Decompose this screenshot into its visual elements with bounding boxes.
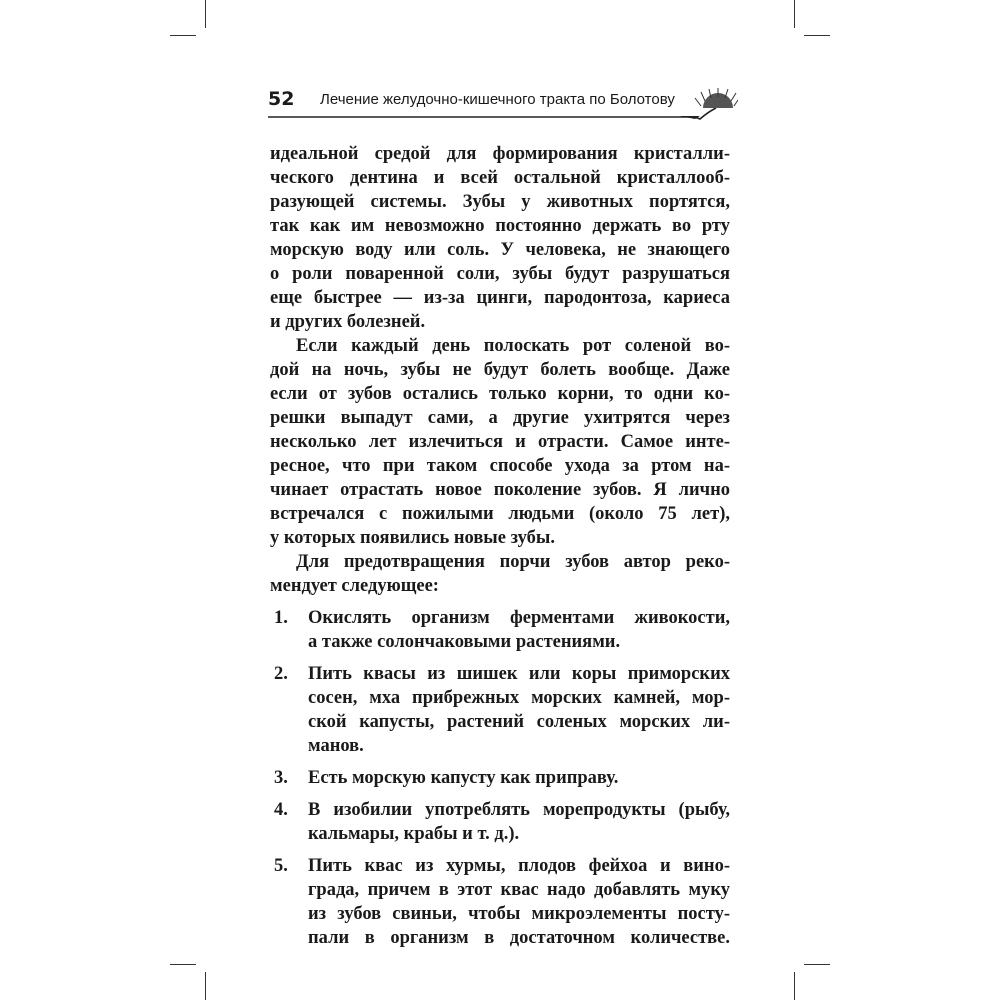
text-line: града, причем в этот квас надо добавлять муку (308, 880, 730, 900)
list-number: 4. (274, 800, 288, 820)
crop-mark (794, 0, 795, 28)
text-line: ской капусты, растений соленых морских ли- (308, 712, 730, 732)
page-body (270, 142, 730, 950)
crop-mark (804, 964, 830, 965)
text-line: Пить квас из хурмы, плодов фейхоа и вино- (308, 856, 730, 876)
text-line: встречался с пожилыми людьми (около 75 лет), (270, 504, 730, 524)
text-line: Если каждый день полоскать рот соленой во- (296, 336, 730, 356)
text-line: у которых появились новые зубы. (270, 528, 555, 548)
crop-mark (205, 972, 206, 1000)
text-line: и других болезней. (270, 312, 426, 332)
crop-mark (170, 964, 196, 965)
text-line: из зубов свиньи, чтобы микроэлементы посту- (308, 904, 730, 924)
crop-mark (794, 972, 795, 1000)
list-number: 5. (274, 856, 288, 876)
list-number: 2. (274, 664, 288, 684)
running-title: Лечение желудочно-кишечного тракта по Болотову (320, 91, 675, 108)
text-line: о роли поваренной соли, зубы будут разрушаться (270, 264, 730, 284)
crop-mark (170, 35, 196, 36)
text-line: так как им невозможно постоянно держать во рту (270, 216, 730, 236)
text-line: несколько лет излечиться и отрасти. Самое инте- (270, 432, 730, 452)
list-item (270, 798, 730, 846)
list-number: 1. (274, 608, 288, 628)
paragraph (270, 334, 730, 550)
text-line: чинает отрастать новое поколение зубов. Я лично (270, 480, 730, 500)
text-line: идеальной средой для формирования кристалли- (270, 144, 730, 164)
crop-mark (205, 0, 206, 28)
list-item (270, 606, 730, 654)
text-line: если от зубов остались только корни, то одни ко- (270, 384, 730, 404)
paragraph (270, 142, 730, 334)
text-line: Пить квасы из шишек или коры приморских (308, 664, 730, 684)
crop-mark (804, 35, 830, 36)
text-line: кальмары, крабы и т. д.). (308, 824, 520, 844)
text-line: разующей системы. Зубы у животных портятся, (270, 192, 730, 212)
text-line: Для предотвращения порчи зубов автор реко- (296, 552, 730, 572)
text-line: решки выпадут сами, а другие ухитрятся через (270, 408, 730, 428)
text-line: еще быстрее — из-за цинги, пародонтоза, кариеса (270, 288, 730, 308)
list-item (270, 854, 730, 950)
text-line: В изобилии употреблять морепродукты (рыбу, (308, 800, 730, 820)
text-line: а также солончаковыми растениями. (308, 632, 621, 652)
text-line: Окислять организм ферментами живокости, (308, 608, 730, 628)
text-line: пали в организм в достаточном количестве. (308, 928, 730, 948)
text-line: манов. (308, 736, 364, 756)
list-item (270, 766, 730, 790)
list-item (270, 662, 730, 758)
text-line: морскую воду или соль. У человека, не знающего (270, 240, 730, 260)
page-number: 52 (268, 88, 295, 110)
text-line: ресное, что при таком способе ухода за ртом на- (270, 456, 730, 476)
text-line: сосен, мха прибрежных морских камней, мор- (308, 688, 730, 708)
text-line: дой на ночь, зубы не будут болеть вообще. Даже (270, 360, 730, 380)
text-line: мендует следующее: (270, 576, 439, 596)
text-line: ческого дентина и всей остальной кристаллооб- (270, 168, 730, 188)
text-line: Есть морскую капусту как приправу. (308, 768, 619, 788)
running-header (268, 86, 738, 126)
paragraph (270, 550, 730, 598)
list-number: 3. (274, 768, 288, 788)
